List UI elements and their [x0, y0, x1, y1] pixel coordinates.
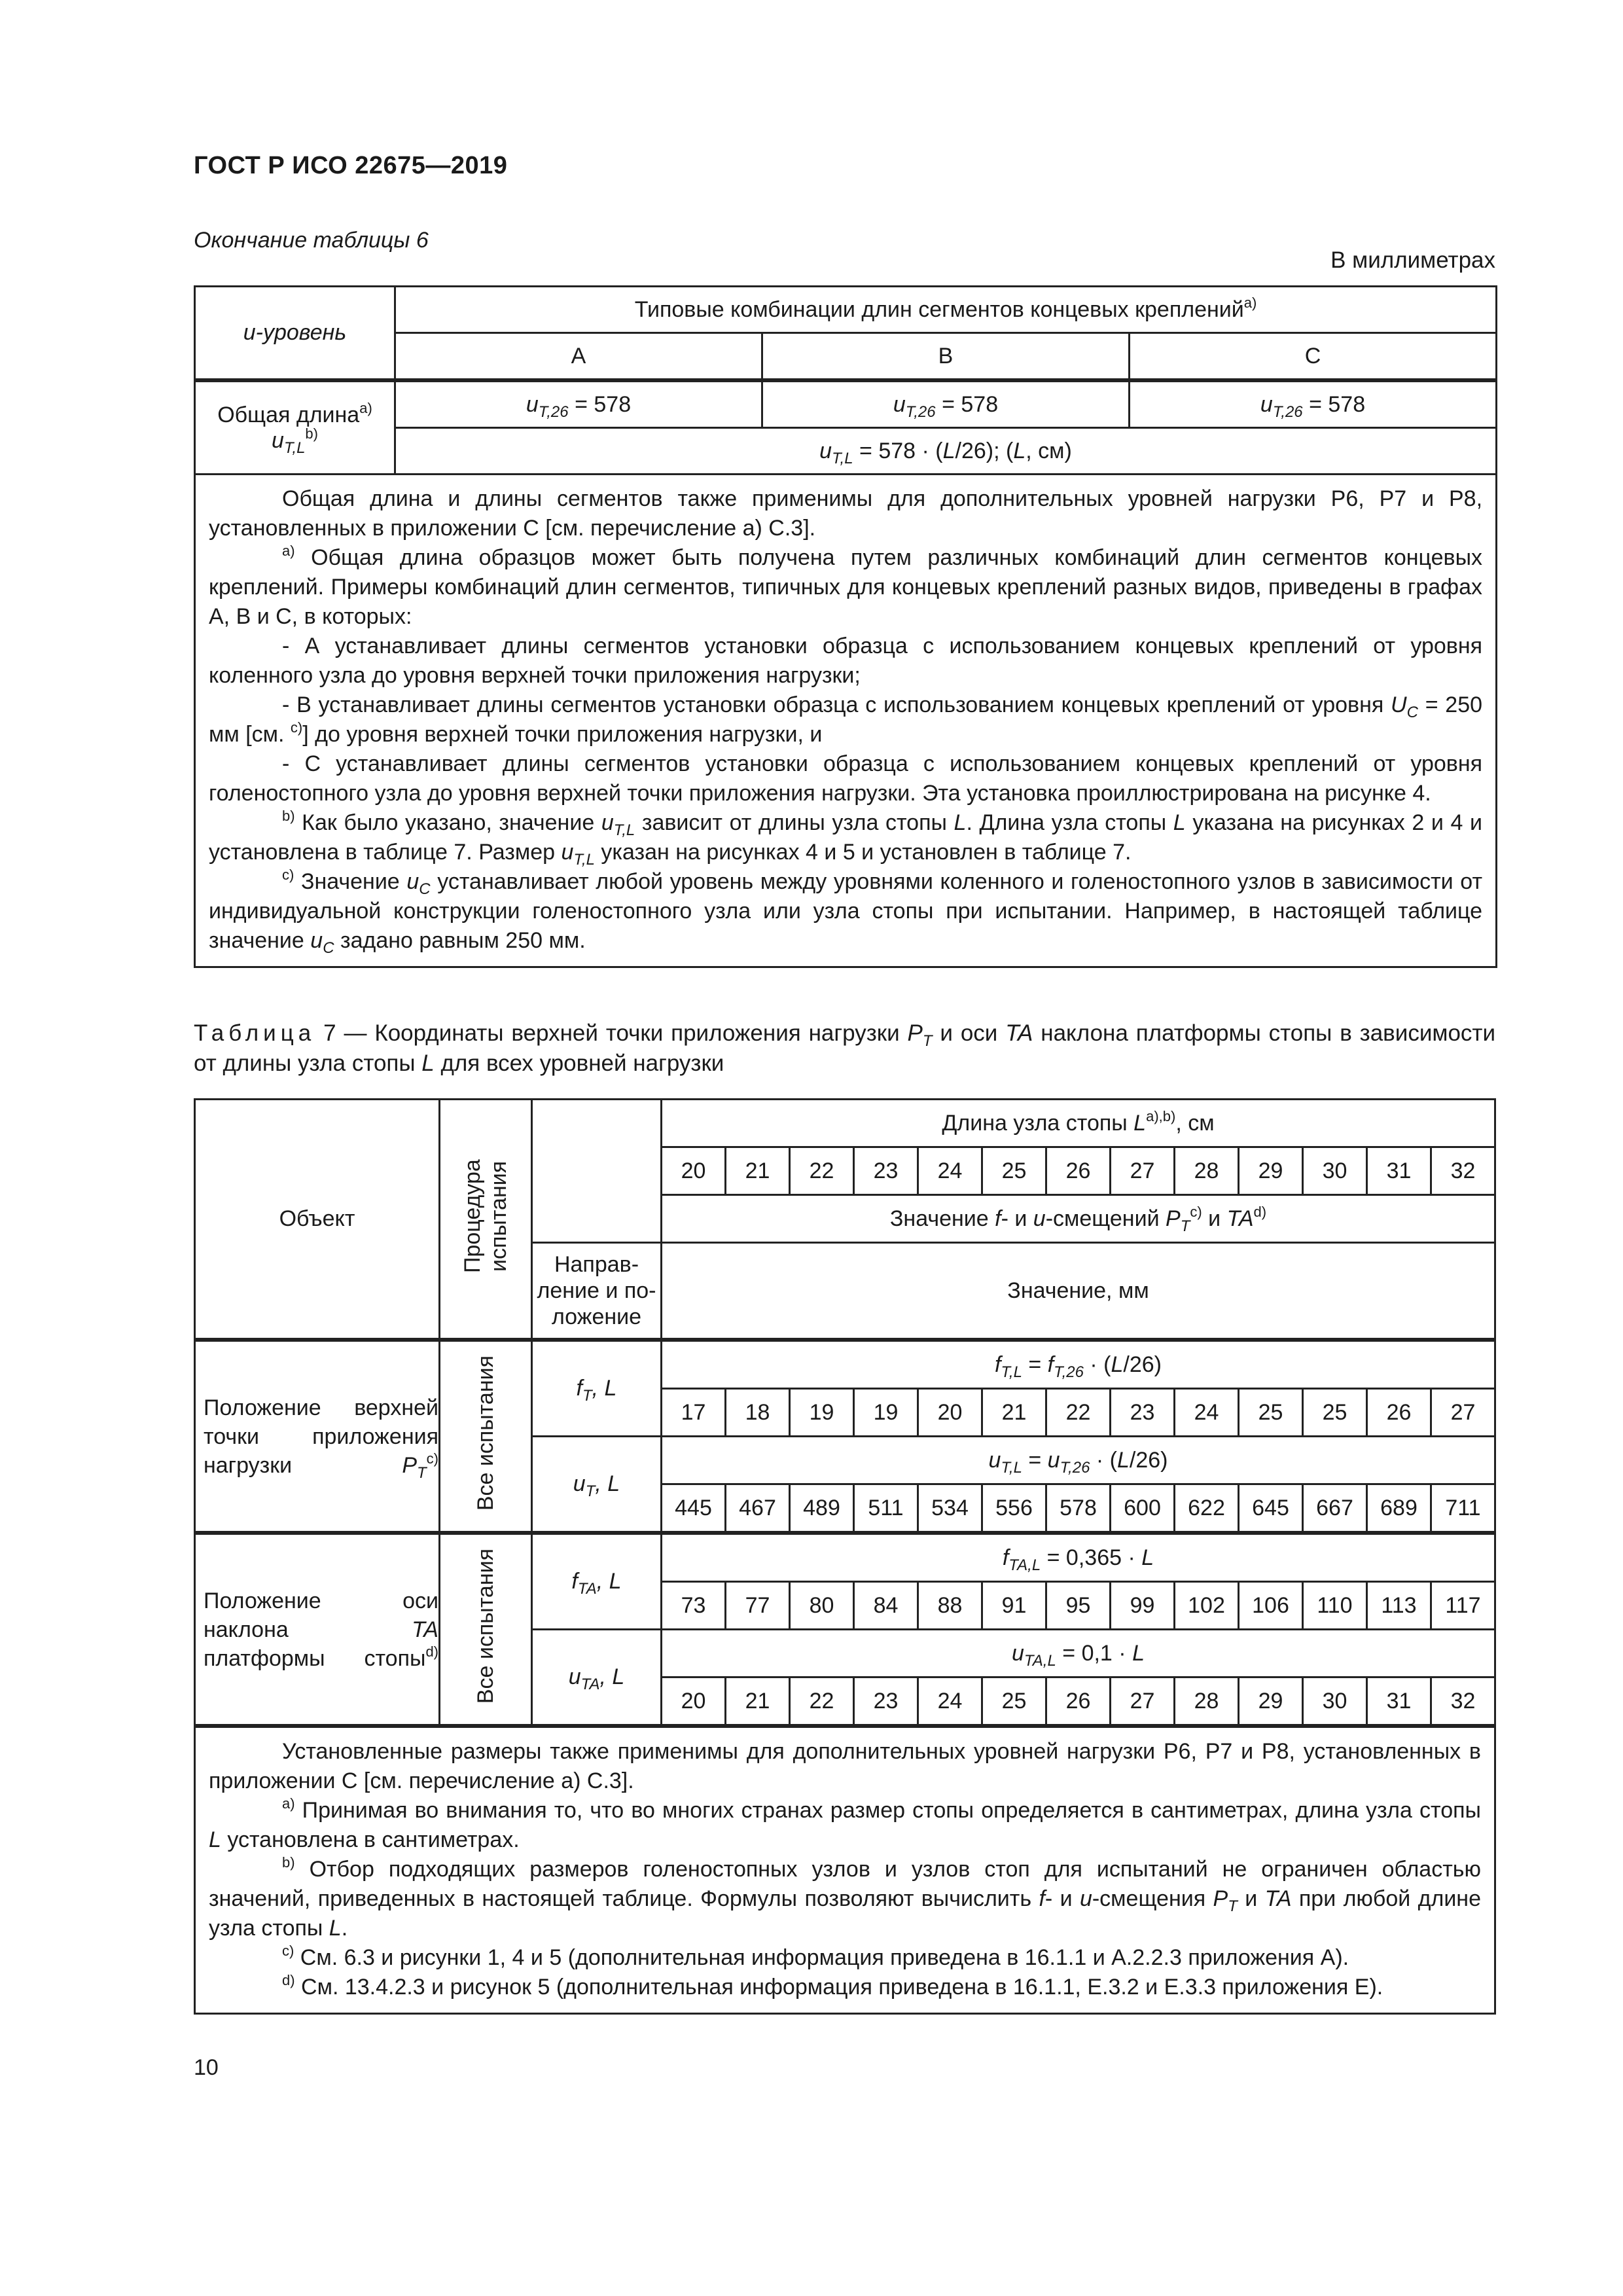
value-cell: 21 — [726, 1677, 790, 1727]
value-cell: 84 — [854, 1582, 918, 1630]
value-cell: 26 — [1367, 1389, 1431, 1437]
value-cell: 467 — [726, 1484, 790, 1534]
value-cell: 667 — [1303, 1484, 1367, 1534]
table-6 — [194, 285, 1497, 968]
length-cell: 29 — [1239, 1147, 1303, 1195]
t7-head-object: Объект — [195, 1100, 440, 1340]
t7-group2-label: Положение оси наклона TA платформы стопы$^{d)}$ — [195, 1533, 440, 1726]
table-7 — [194, 1098, 1496, 2015]
value-cell: 20 — [918, 1389, 982, 1437]
t6-col-c: C — [1130, 333, 1497, 381]
value-cell: 22 — [1046, 1389, 1111, 1437]
page-number: 10 — [194, 2055, 219, 2080]
value-cell: 20 — [662, 1677, 726, 1727]
length-cell: 25 — [982, 1147, 1046, 1195]
length-cell: 22 — [790, 1147, 854, 1195]
t7-group1-f-formula: $f_{T,L} = f_{T,26} \cdot (L/26)$ — [662, 1340, 1495, 1389]
t7-group1-label: Положение верхней точки приложения нагрузки $P_T^{c)}$ — [195, 1340, 440, 1533]
value-cell: 102 — [1175, 1582, 1239, 1630]
t6-cell-c: $u_{T,26} = 578$ — [1130, 380, 1497, 428]
t7-group2-u-formula: $u_{TA,L} = 0,1 \cdot L$ — [662, 1630, 1495, 1677]
t7-head-direction: Направ-ление и по-ложение — [532, 1243, 662, 1340]
value-cell: 18 — [726, 1389, 790, 1437]
value-cell: 600 — [1111, 1484, 1175, 1534]
value-cell: 113 — [1367, 1582, 1431, 1630]
t6-cell-b: $u_{T,26} = 578$ — [762, 380, 1130, 428]
value-cell: 645 — [1239, 1484, 1303, 1534]
value-cell: 28 — [1175, 1677, 1239, 1727]
length-cell: 27 — [1111, 1147, 1175, 1195]
value-cell: 556 — [982, 1484, 1046, 1534]
t7-head-procedure: Процедура испытания — [440, 1100, 532, 1340]
length-cell: 23 — [854, 1147, 918, 1195]
table6-units: В миллиметрах — [1330, 247, 1495, 273]
t7-head-length: Длина узла стопы $L^{a),b)}$, см — [662, 1100, 1495, 1147]
t7-head-blank — [532, 1100, 662, 1243]
value-cell: 489 — [790, 1484, 854, 1534]
value-cell: 21 — [982, 1389, 1046, 1437]
value-cell: 689 — [1367, 1484, 1431, 1534]
value-cell: 88 — [918, 1582, 982, 1630]
t7-group1-u-direction: $u_T$, L — [532, 1437, 662, 1534]
t7-group1-f-direction: $f_T$, L — [532, 1340, 662, 1437]
value-cell: 26 — [1046, 1677, 1111, 1727]
value-cell: 25 — [1303, 1389, 1367, 1437]
length-cell: 20 — [662, 1147, 726, 1195]
t7-head-value: Значение, мм — [662, 1243, 1495, 1340]
length-cell: 32 — [1431, 1147, 1495, 1195]
value-cell: 24 — [1175, 1389, 1239, 1437]
value-cell: 511 — [854, 1484, 918, 1534]
value-cell: 91 — [982, 1582, 1046, 1630]
value-cell: 25 — [982, 1677, 1046, 1727]
value-cell: 99 — [1111, 1582, 1175, 1630]
value-cell: 711 — [1431, 1484, 1495, 1534]
t7-group2-f-formula: $f_{TA,L} = 0,365 \cdot L$ — [662, 1533, 1495, 1582]
t6-formula: $u_{T,L} = 578 \cdot (L/26)$; (L, см) — [395, 428, 1497, 475]
value-cell: 77 — [726, 1582, 790, 1630]
value-cell: 31 — [1367, 1677, 1431, 1727]
length-cell: 24 — [918, 1147, 982, 1195]
value-cell: 622 — [1175, 1484, 1239, 1534]
value-cell: 80 — [790, 1582, 854, 1630]
document-id: ГОСТ Р ИСО 22675—2019 — [194, 152, 508, 179]
value-cell: 30 — [1303, 1677, 1367, 1727]
t7-head-shift: Значение f- и u-смещений $P_T^{c)}$ и TA$^{d)}$ — [662, 1195, 1495, 1243]
t6-row-total-length: Общая длина$^{a)}$ $u_{T,L}^{b)}$ — [195, 380, 395, 475]
value-cell: 23 — [1111, 1389, 1175, 1437]
value-cell: 445 — [662, 1484, 726, 1534]
t7-group2-procedure: Все испытания — [440, 1533, 532, 1726]
value-cell: 17 — [662, 1389, 726, 1437]
length-cell: 28 — [1175, 1147, 1239, 1195]
value-cell: 534 — [918, 1484, 982, 1534]
t6-head-combo: Типовые комбинации длин сегментов концевых креплений$^{a)}$ — [395, 287, 1497, 333]
t7-group2-u-direction: $u_{TA}$, L — [532, 1630, 662, 1727]
length-cell: 31 — [1367, 1147, 1431, 1195]
table6-caption: Окончание таблицы 6 — [194, 228, 429, 253]
length-cell: 26 — [1046, 1147, 1111, 1195]
length-cell: 21 — [726, 1147, 790, 1195]
value-cell: 22 — [790, 1677, 854, 1727]
t6-col-b: B — [762, 333, 1130, 381]
t6-head-level: u-уровень — [195, 287, 395, 381]
value-cell: 32 — [1431, 1677, 1495, 1727]
value-cell: 27 — [1111, 1677, 1175, 1727]
table7-title: Таблица 7 — Координаты верхней точки приложения нагрузки $P_T$ и оси TA наклона платформы стопы в зависимости от длины узла стопы L для всех уровней нагрузки — [194, 1020, 1495, 1076]
t6-notes: Общая длина и длины сегментов также применимы для дополнительных уровней нагрузки P6, P7 и P8, установленных в приложении С [см. перечисление а) С.3]. $^{a)}$ Общая длина образцов может быть получена путем различных комбинаций длин сегментов концевых креплений. Примеры комбинаций длин сегментов, типичных для концевых креплений разных видов, приведены в графах А, В и С, в которых: - А устанавливает длины сегментов установки образца с использованием концевых креплений от уровня коленного узла до уровня верхней точки приложения нагрузки; - В устанавливает длины сегментов установки образца с использованием концевых креплений от уровня $U_C = 250$ мм [см. $^{c)}$] до уровня верхней точки приложения нагрузки, и - С устанавливает длины сегментов установки образца с использованием концевых креплений от уровня голеностопного узла до уровня верхней точки приложения нагрузки. Эта установка проиллюстрирована на рисунке 4. $^{b)}$ Как было указано, значение $u_{T,L}$ зависит от длины узла стопы L. Длина узла стопы L указана на рисунках 2 и 4 и установлена в таблице 7. Размер $u_{T,L}$ указан на рисунках 4 и 5 и установлен в таблице 7. $^{c)}$ Значение $u_C$ устанавливает любой уровень между уровнями коленного и голеностопного узлов в зависимости от индивидуальной конструкции голеностопного узла или узла стопы при испытании. Например, в настоящей таблице значение $u_C$ задано равным 250 мм. — [195, 475, 1497, 967]
value-cell: 25 — [1239, 1389, 1303, 1437]
t6-col-a: A — [395, 333, 762, 381]
t7-group1-u-formula: $u_{T,L} = u_{T,26} \cdot (L/26)$ — [662, 1437, 1495, 1484]
t7-notes: Установленные размеры также применимы для дополнительных уровней нагрузки P6, P7 и P8, установленных в приложении С [см. перечисление а) С.3]. $^{a)}$ Принимая во внимания то, что во многих странах размер стопы определяется в сантиметрах, длина узла стопы L установлена в сантиметрах. $^{b)}$ Отбор подходящих размеров голеностопных узлов и узлов стоп для испытаний не ограничен областью значений, приведенных в настоящей таблице. Формулы позволяют вычислить f- и u-смещения $P_T$ и TA при любой длине узла стопы L. $^{c)}$ См. 6.3 и рисунки 1, 4 и 5 (дополнительная информация приведена в 16.1.1 и А.2.2.3 приложения А). $^{d)}$ См. 13.4.2.3 и рисунок 5 (дополнительная информация приведена в 16.1.1, Е.3.2 и Е.3.3 приложения Е). — [195, 1726, 1495, 2014]
value-cell: 578 — [1046, 1484, 1111, 1534]
value-cell: 19 — [854, 1389, 918, 1437]
t7-group1-procedure: Все испытания — [440, 1340, 532, 1533]
value-cell: 117 — [1431, 1582, 1495, 1630]
t7-group2-f-direction: $f_{TA}$, L — [532, 1533, 662, 1630]
value-cell: 29 — [1239, 1677, 1303, 1727]
value-cell: 27 — [1431, 1389, 1495, 1437]
value-cell: 110 — [1303, 1582, 1367, 1630]
value-cell: 24 — [918, 1677, 982, 1727]
value-cell: 23 — [854, 1677, 918, 1727]
length-cell: 30 — [1303, 1147, 1367, 1195]
t6-cell-a: $u_{T,26} = 578$ — [395, 380, 762, 428]
value-cell: 95 — [1046, 1582, 1111, 1630]
value-cell: 106 — [1239, 1582, 1303, 1630]
value-cell: 73 — [662, 1582, 726, 1630]
value-cell: 19 — [790, 1389, 854, 1437]
